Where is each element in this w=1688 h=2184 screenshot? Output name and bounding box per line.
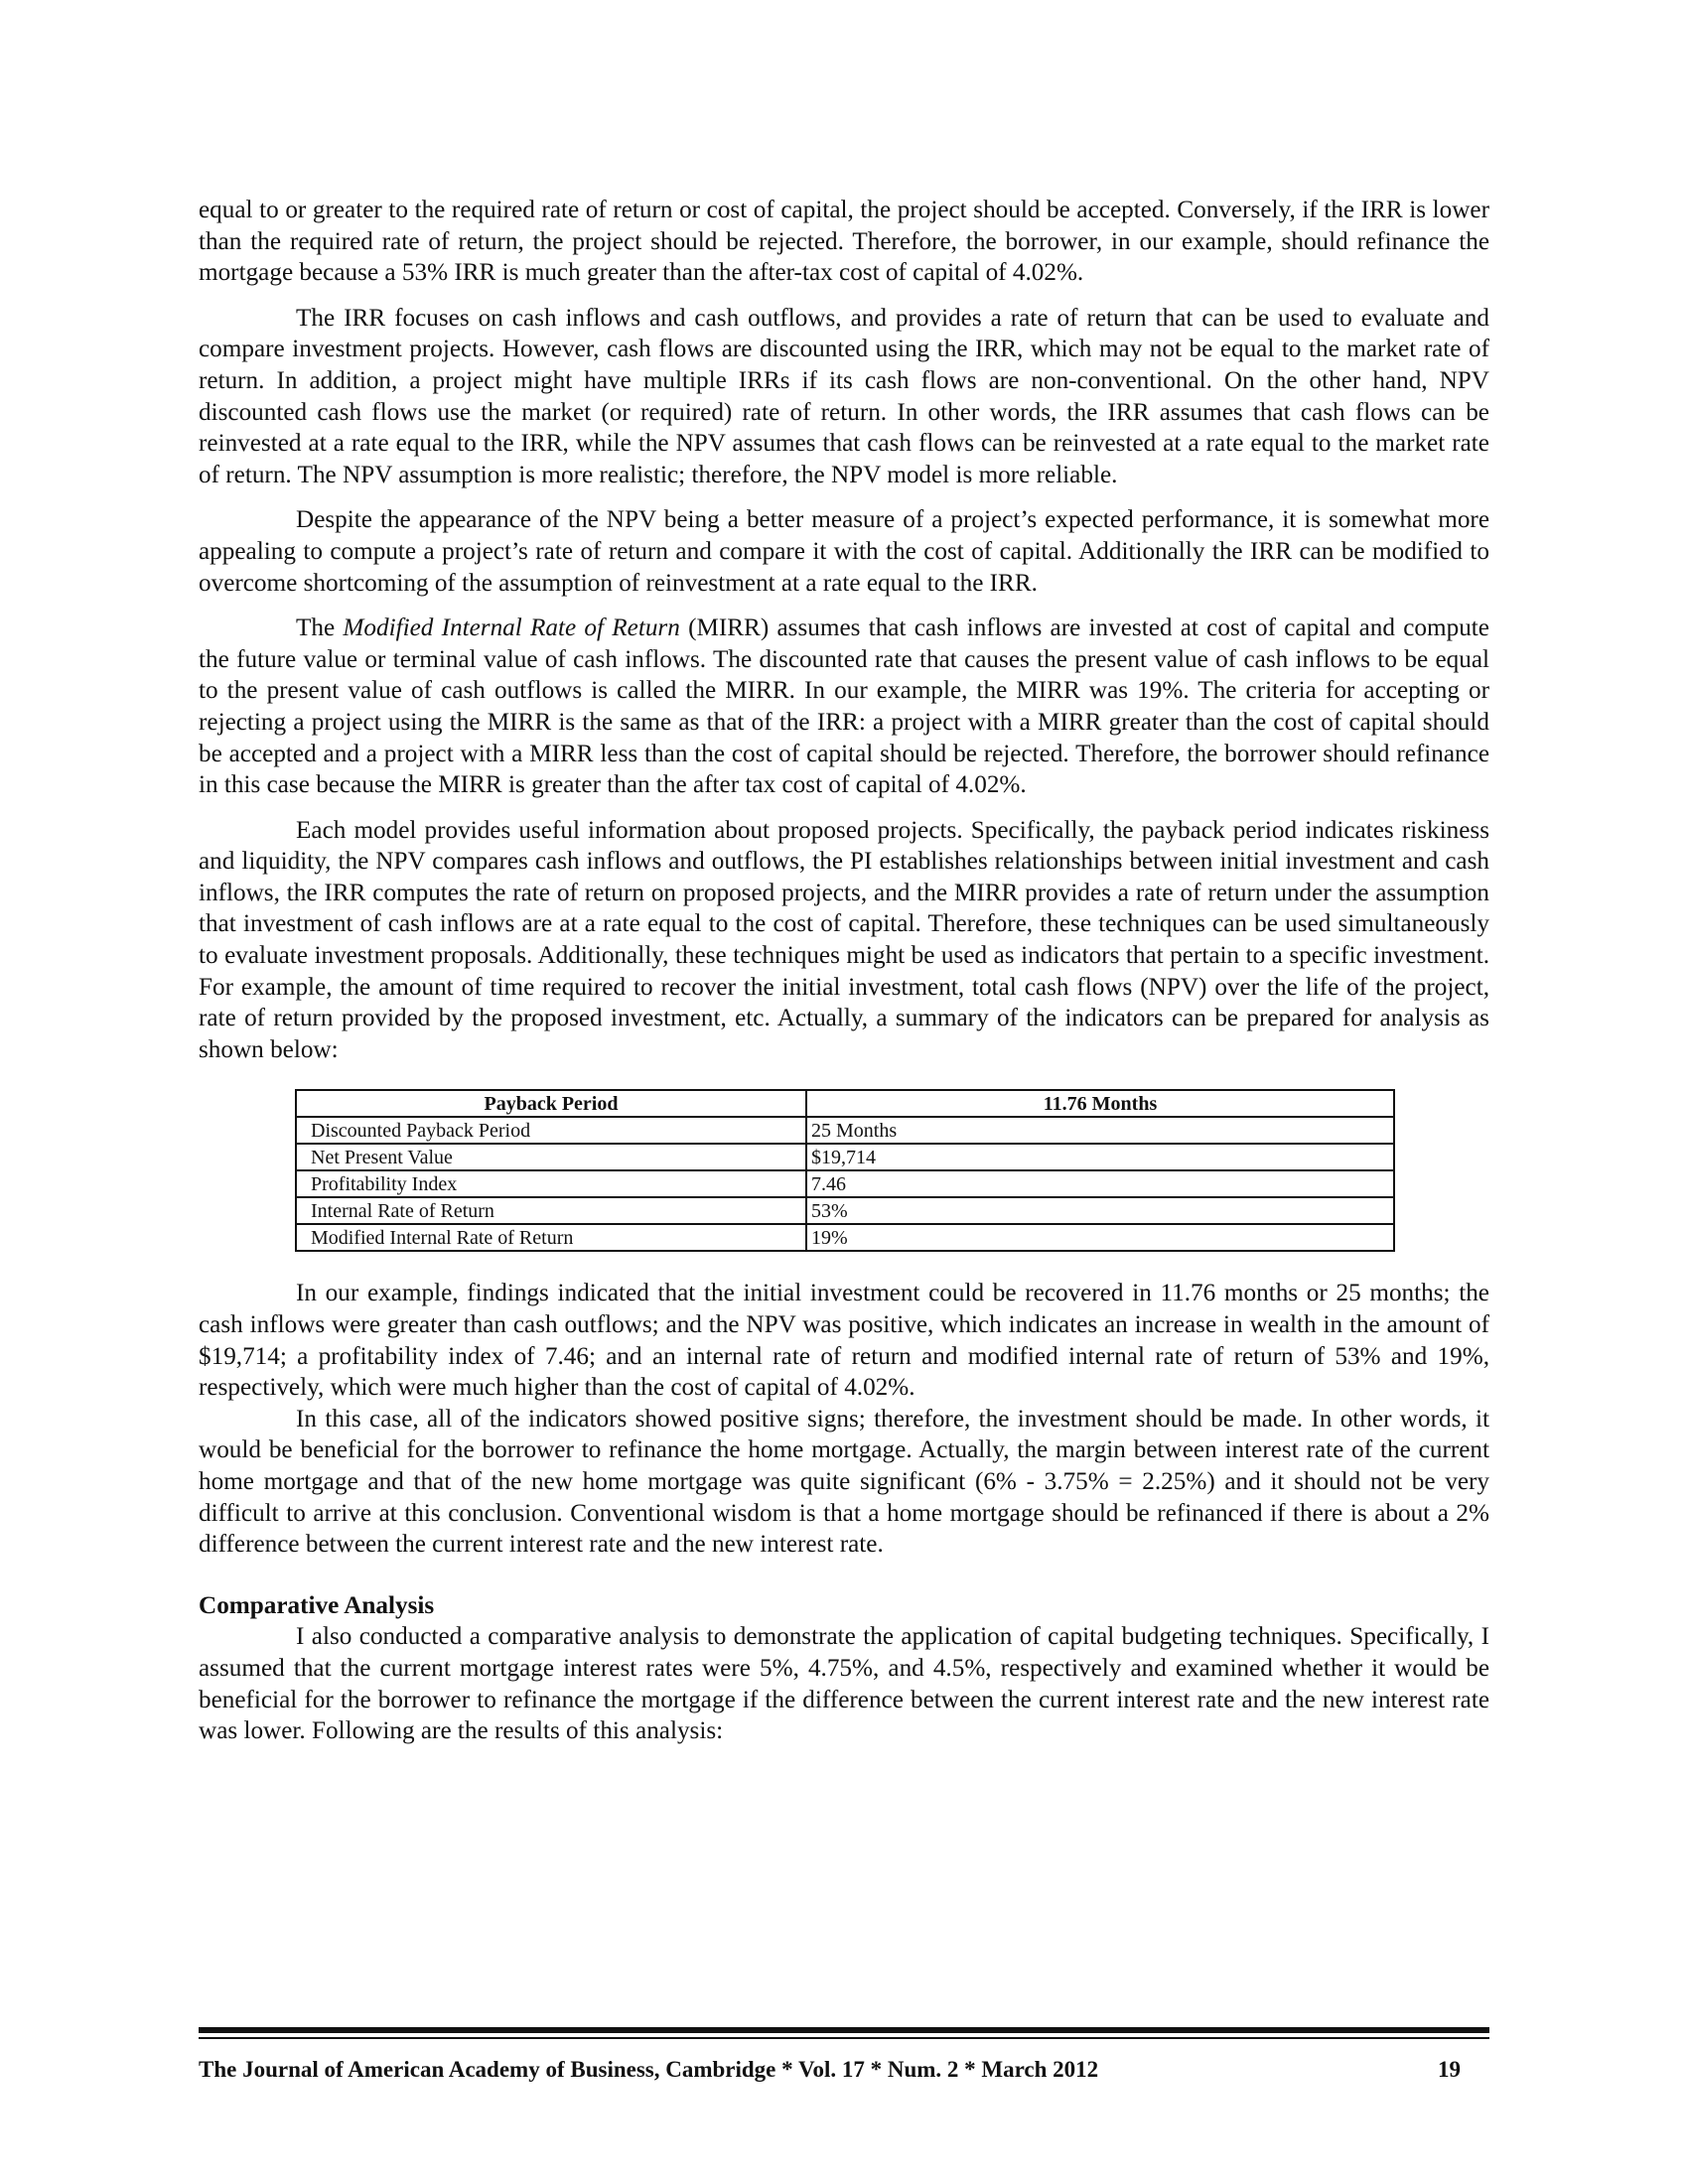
table-header-value: 11.76 Months [806,1090,1394,1117]
table-cell-value: 53% [806,1197,1394,1224]
table-row [296,1224,1394,1251]
paragraph-7: In this case, all of the indicators showed positive signs; therefore, the investment should be made. In other words, it would be beneficial for the borrower to refinance the home mortgage. Actually, the margin between interest rate of the current home mortgage and that of the new home mortgage was quite significant (6% - 3.75% = 2.25%) and it should not be very difficult to arrive at this conclusion. Conventional wisdom is that a home mortgage should be refinanced if there is about a 2% difference between the current interest rate and the new interest rate. [199,1405,1489,1559]
table-cell-label: Net Present Value [296,1144,806,1170]
paragraph-4-lead: The [296,614,344,642]
table-cell-value: 7.46 [806,1170,1394,1197]
paragraph-8: I also conducted a comparative analysis to demonstrate the application of capital budgeting techniques. Specifically, I assumed that the current mortgage interest rates were 5%, 4.75%, and 4.5%, respectively and examined whether it would be beneficial for the borrower to refinance the mortgage if the difference between the current interest rate and the new interest rate was lower. Following are the results of this analysis: [199,1623,1489,1745]
table-cell-label: Modified Internal Rate of Return [296,1224,806,1251]
page-number: 19 [1438,2057,1461,2082]
indicators-table [295,1089,1395,1252]
table-row [296,1197,1394,1224]
table-row [296,1117,1394,1144]
table-cell-label: Discounted Payback Period [296,1117,806,1144]
table-cell-value: 19% [806,1224,1394,1251]
article-body [199,195,1489,1761]
table-header-row [296,1090,1394,1117]
paragraph-5: Each model provides useful information about proposed projects. Specifically, the payback period indicates riskiness and liquidity, the NPV compares cash inflows and outflows, the PI establishes relationships between initial investment and cash inflows, the IRR computes the rate of return on proposed projects, and the MIRR provides a rate of return under the assumption that investment of cash inflows are at a rate equal to the cost of capital. Therefore, these techniques can be used simultaneously to evaluate investment proposals. Additionally, these techniques might be used as indicators that pertain to a specific investment. For example, the amount of time required to recover the initial investment, total cash flows (NPV) over the life of the project, rate of return provided by the proposed investment, etc. Actually, a summary of the indicators can be prepared for analysis as shown below: [199,816,1489,1063]
table-cell-value: 25 Months [806,1117,1394,1144]
paragraph-6: In our example, findings indicated that the initial investment could be recovered in 11.76 months or 25 months; the cash inflows were greater than cash outflows; and the NPV was positive, which indicates an increase in wealth in the amount of $19,714; a profitability index of 7.46; and an internal rate of return and modified internal rate of return of 53% and 19%, respectively, which were much higher than the cost of capital of 4.02%. [199,1280,1489,1402]
footer-rule-thin [199,2037,1489,2039]
table-cell-label: Profitability Index [296,1170,806,1197]
paragraph-4 [199,613,1489,801]
footer-rule-thick [199,2027,1489,2033]
mirr-term: Modified Internal Rate of Return [343,614,680,642]
table-row [296,1170,1394,1197]
paragraph-2: The IRR focuses on cash inflows and cash outflows, and provides a rate of return that can be used to evaluate and compare investment projects. However, cash flows are discounted using the IRR, which may not be equal to the market rate of return. In addition, a project might have multiple IRRs if its cash flows are non-conventional. On the other hand, NPV discounted cash flows use the market (or required) rate of return. In other words, the IRR assumes that cash flows can be reinvested at a rate equal to the IRR, while the NPV assumes that cash flows can be reinvested at a rate equal to the market rate of return. The NPV assumption is more realistic; therefore, the NPV model is more reliable. [199,304,1489,488]
section-heading: Comparative Analysis [199,1591,435,1619]
table-header-label: Payback Period [296,1090,806,1117]
footer-journal-citation: The Journal of American Academy of Business, Cambridge * Vol. 17 * Num. 2 * March 2012 [199,2057,1099,2082]
table-cell-label: Internal Rate of Return [296,1197,806,1224]
paragraph-1: equal to or greater to the required rate of return or cost of capital, the project should be accepted. Conversely, if the IRR is lower than the required rate of return, the project should be rejected. Therefore, the borrower, in our example, should refinance the mortgage because a 53% IRR is much greater than the after-tax cost of capital of 4.02%. [199,197,1489,287]
paragraph-4-body: (MIRR) assumes that cash inflows are invested at cost of capital and compute the future value or terminal value of cash inflows. The discounted rate that causes the present value of cash inflows to be equal to the present value of cash outflows is called the MIRR. In our example, the MIRR was 19%. The criteria for accepting or rejecting a project using the MIRR is the same as that of the IRR: a project with a MIRR greater than the cost of capital should be accepted and a project with a MIRR less than the cost of capital should be rejected. Therefore, the borrower should refinance in this case because the MIRR is greater than the after tax cost of capital of 4.02%. [199,614,1489,799]
table-row [296,1144,1394,1170]
paragraph-3: Despite the appearance of the NPV being a better measure of a project’s expected performance, it is somewhat more appealing to compute a project’s rate of return and compare it with the cost of capital. Additionally the IRR can be modified to overcome shortcoming of the assumption of reinvestment at a rate equal to the IRR. [199,506,1489,597]
table-cell-value: $19,714 [806,1144,1394,1170]
